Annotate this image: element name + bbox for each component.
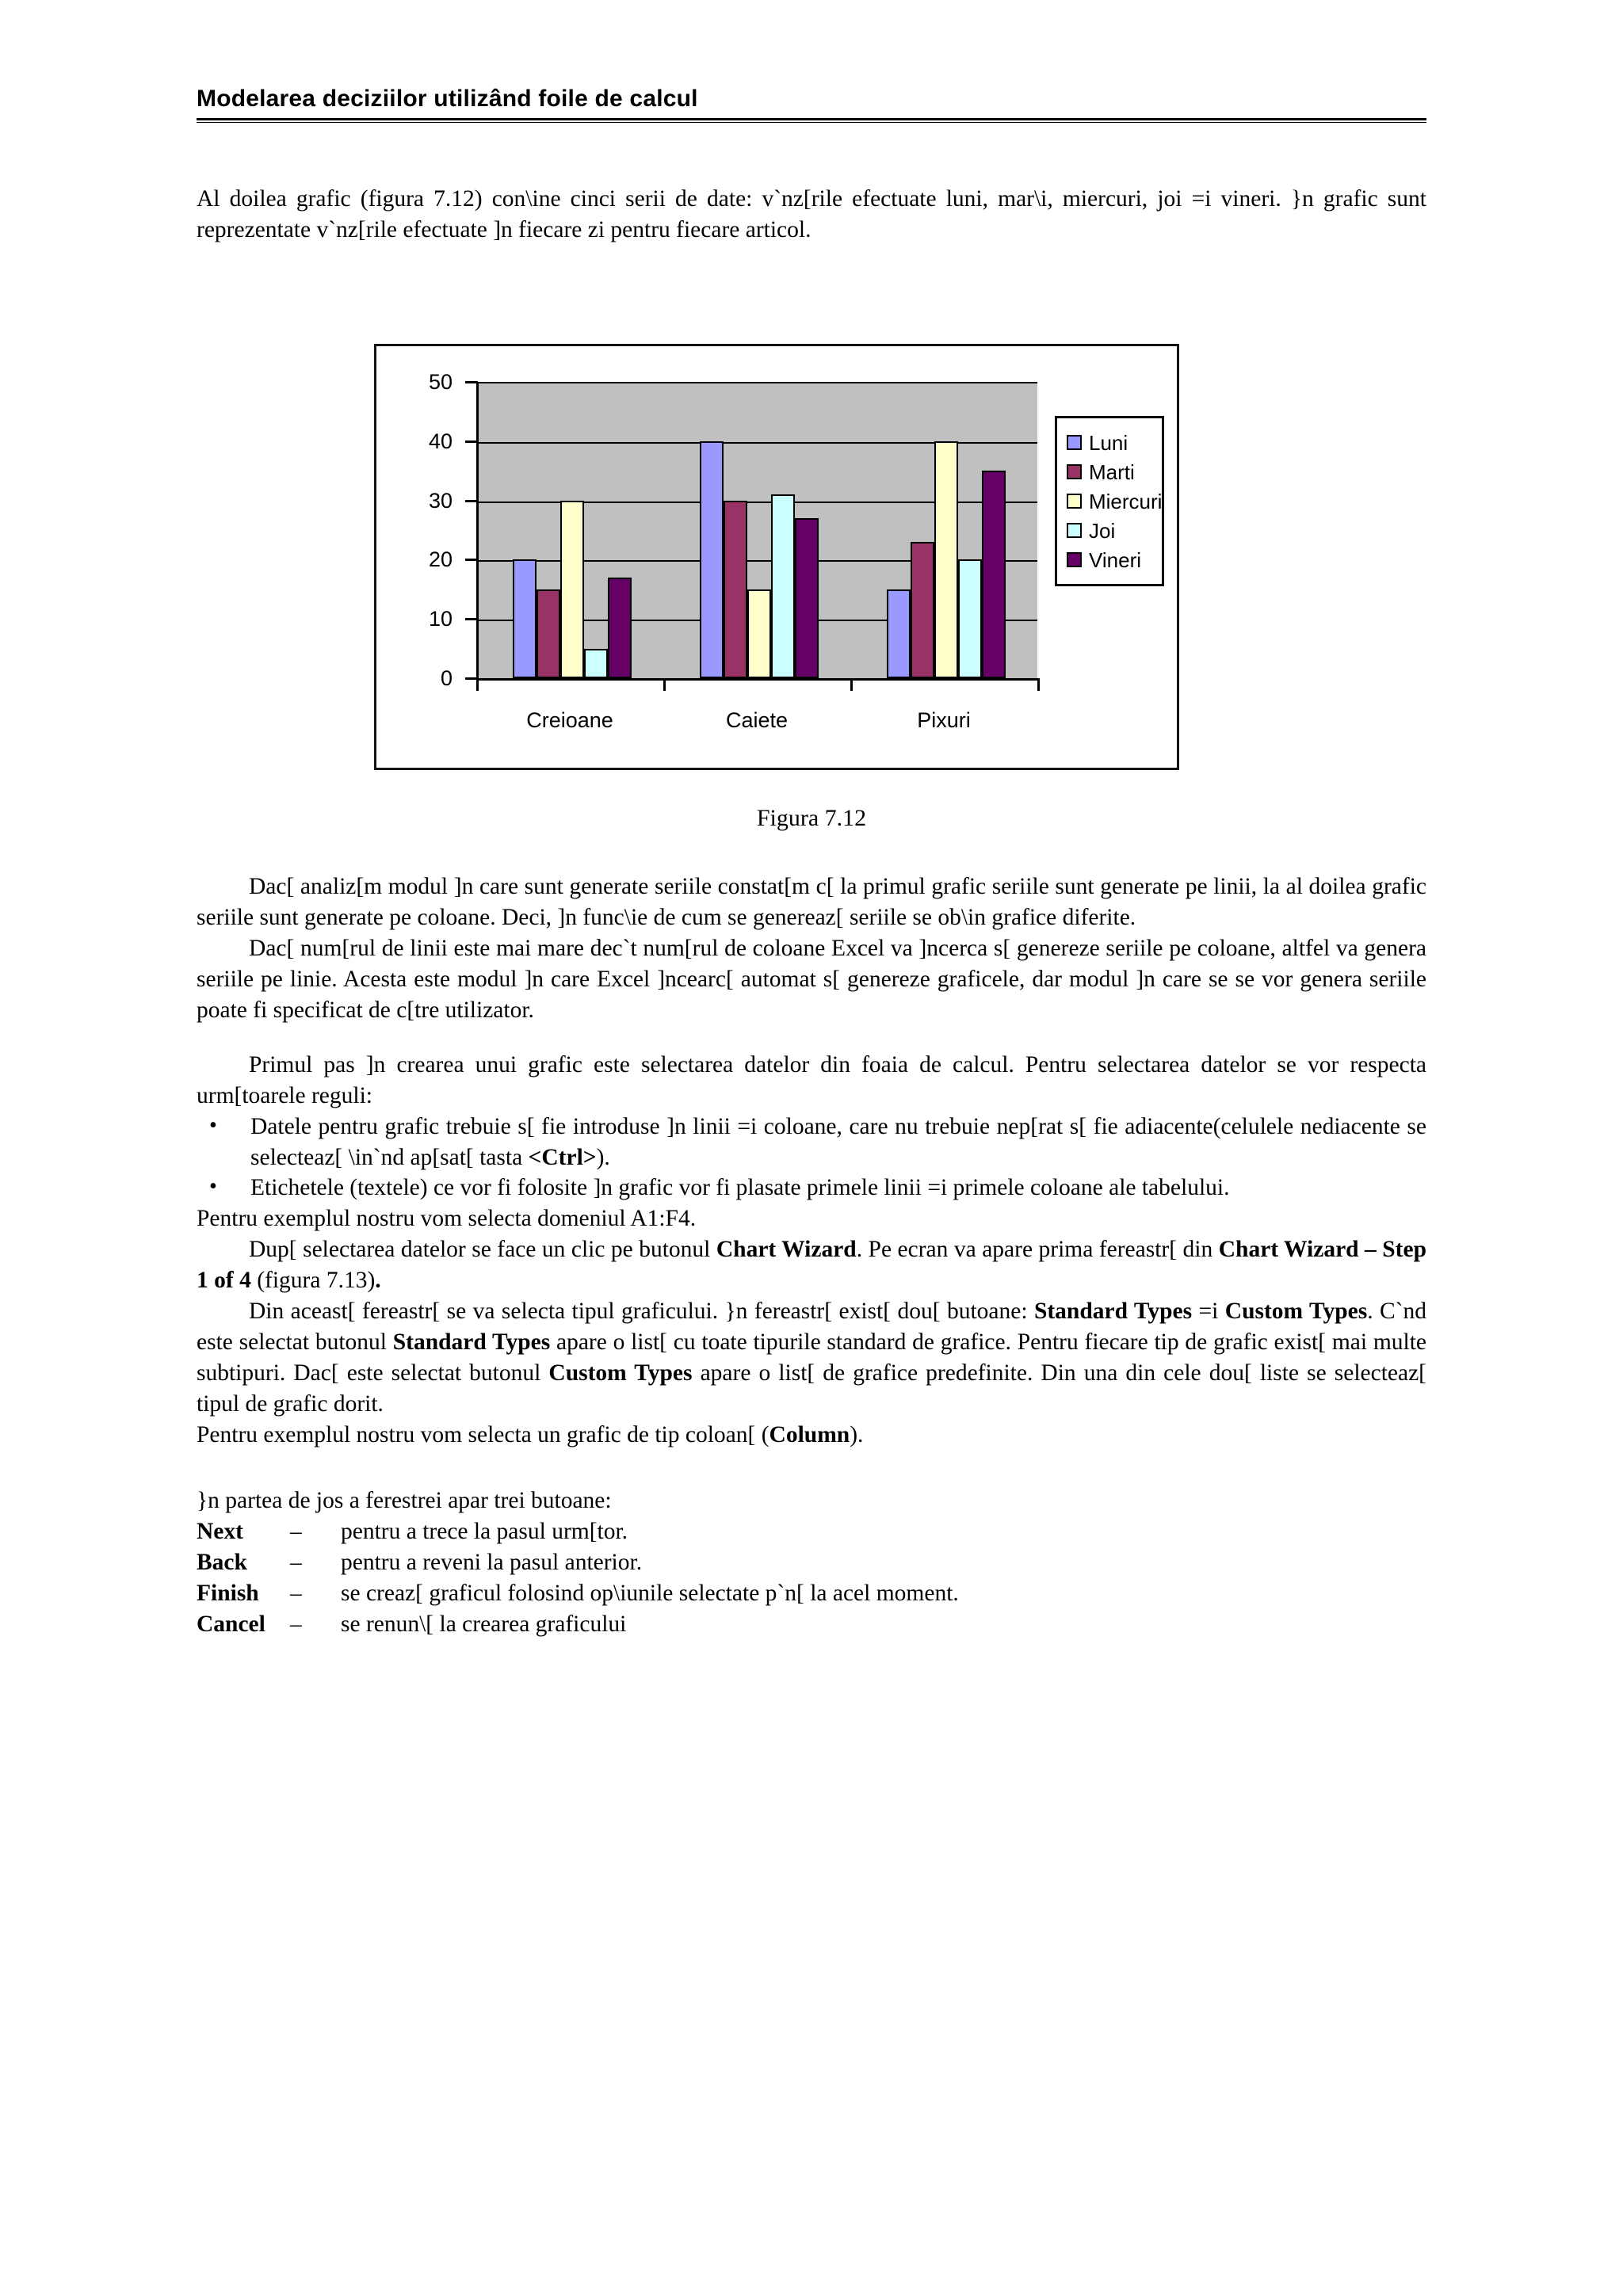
chart-bar bbox=[513, 559, 537, 678]
chart-legend-swatch bbox=[1067, 523, 1082, 538]
chart-object bbox=[374, 344, 1179, 770]
chart-legend-label: Vineri bbox=[1089, 547, 1142, 572]
chart-legend-item bbox=[1067, 428, 1154, 457]
header-title: Modelarea deciziilor utilizând foile de calcul bbox=[197, 86, 698, 112]
wizard-button-name: Back bbox=[197, 1549, 247, 1575]
header-divider bbox=[197, 118, 1426, 123]
chart-legend-swatch bbox=[1067, 494, 1082, 509]
wizard-button-row bbox=[197, 1578, 1426, 1609]
intro-section bbox=[197, 184, 1426, 246]
bullet-1-text-b: ). bbox=[596, 1144, 610, 1170]
column-text-a: Pentru exemplul nostru vom selecta un grafic de tip coloan[ ( bbox=[197, 1421, 769, 1447]
chart-y-tick bbox=[465, 441, 478, 443]
chart-legend-label: Miercuri bbox=[1089, 489, 1163, 513]
tip-text-d: . C`nd este selectat butonul bbox=[197, 1299, 1427, 1356]
body-section bbox=[197, 871, 1426, 1640]
chart-x-tick bbox=[476, 678, 479, 691]
chart-bar bbox=[982, 471, 1006, 678]
paragraph-primul-pas: Primul pas ]n crearea unui grafic este selectarea datelor din foaia de calcul. Pentru selectarea datelor se vor respecta urm[toarele reguli: bbox=[197, 1051, 1426, 1108]
standard-types-label-2: Standard Types bbox=[392, 1329, 551, 1356]
wizard-text-c: . Pe ecran va apare prima fereastr[ din bbox=[856, 1237, 1219, 1263]
paragraph-column bbox=[197, 1420, 1426, 1451]
chart-x-axis bbox=[476, 678, 1037, 681]
chart-bar bbox=[795, 518, 819, 678]
chart-bar bbox=[887, 589, 911, 678]
chart-legend-label: Luni bbox=[1089, 430, 1128, 455]
intro-paragraph: Al doilea grafic (figura 7.12) con\ine cinci serii de date: v`nz[rile efectuate luni, mar\i, miercuri, joi =i vineri. }n grafic sunt reprezentate v`nz[rile efectuate ]n fiecare zi pentru fiecare articol. bbox=[197, 186, 1426, 242]
chart-y-axis-label: 30 bbox=[428, 488, 453, 513]
column-text-c: ). bbox=[850, 1421, 864, 1447]
chart-bar bbox=[700, 441, 724, 678]
chart-x-tick bbox=[1037, 678, 1040, 691]
wizard-button-row bbox=[197, 1609, 1426, 1640]
chart-y-tick bbox=[465, 559, 478, 561]
wizard-button-name: Cancel bbox=[197, 1611, 265, 1637]
chart-legend-item bbox=[1067, 486, 1163, 516]
chart-bar bbox=[584, 649, 608, 678]
wizard-buttons-list bbox=[197, 1516, 1426, 1640]
list-item bbox=[197, 1112, 1426, 1173]
chart-legend-label: Joi bbox=[1089, 518, 1116, 543]
wizard-button-row bbox=[197, 1516, 1426, 1547]
bullet-2-text: Etichetele (textele) ce vor fi folosite ]n grafic vor fi plasate primele linii =i primele coloane ale tabelului. bbox=[250, 1175, 1230, 1201]
bullet-1-text-a: Datele pentru grafic trebuie s[ fie introduse ]n linii =i coloane, care nu trebuie nep[rat s[ fie adiacente(celulele nediacente se selecteaz[ \in`nd ap[sat[ tasta bbox=[250, 1113, 1426, 1170]
paragraph-chart-wizard bbox=[197, 1234, 1426, 1296]
column-label: Column bbox=[769, 1421, 850, 1447]
chart-bar bbox=[771, 494, 795, 678]
figure-caption: Figura 7.12 bbox=[756, 805, 867, 831]
chart-legend bbox=[1055, 416, 1164, 586]
chart-bar bbox=[724, 501, 747, 678]
chart-y-axis-label: 50 bbox=[428, 370, 453, 394]
page-header bbox=[197, 86, 1426, 123]
bullet-1-ctrl: <Ctrl> bbox=[528, 1144, 597, 1170]
chart-legend-item bbox=[1067, 545, 1154, 574]
wizard-button-description: se creaz[ graficul folosind op\iunile selectate p`n[ la acel moment. bbox=[341, 1580, 959, 1606]
wizard-button-row bbox=[197, 1547, 1426, 1578]
chart-bar bbox=[934, 441, 958, 678]
wizard-button-name: Finish bbox=[197, 1580, 259, 1606]
chart-legend-item bbox=[1067, 516, 1154, 545]
wizard-button-dash: – bbox=[290, 1580, 302, 1606]
chart-y-axis-label: 40 bbox=[428, 429, 453, 453]
tip-text-a: Din aceast[ fereastr[ se va selecta tipul graficului. }n fereastr[ exist[ dou[ butoane: bbox=[249, 1299, 1034, 1325]
chart-y-tick bbox=[465, 500, 478, 502]
chart-bar bbox=[608, 578, 632, 678]
list-item bbox=[197, 1173, 1426, 1203]
chart-legend-swatch bbox=[1067, 435, 1082, 450]
chart-bar bbox=[958, 559, 982, 678]
paragraph-serii-2: Dac[ num[rul de linii este mai mare dec`t num[rul de coloane Excel va ]ncerca s[ genereze seriile pe coloane, altfel va genera seriile pe linie. Acesta este modul ]n care Excel ]ncearc[ automat s[ genereze graficele, dar modul ]n care se se vor genera seriile poate fi specificat de c[tre utilizator. bbox=[197, 935, 1426, 1023]
custom-types-label-1: Custom Types bbox=[1224, 1299, 1368, 1325]
tip-text-e: apare o list[ cu toate tipurile standard de grafice. Pentru fiecare tip de grafic exist[ mai multe subtipuri. Dac[ este selectat butonul bbox=[197, 1329, 1426, 1386]
paragraph-serii-1: Dac[ analiz[m modul ]n care sunt generate seriile constat[m c[ la primul grafic seriile sunt generate pe linii, la al doilea grafic seriile sunt generate pe coloane. Deci, ]n func\ie de cum se genereaz[ seriile se ob\in grafice diferite. bbox=[197, 874, 1426, 930]
wizard-button-name: Next bbox=[197, 1518, 243, 1544]
rules-list bbox=[197, 1112, 1426, 1204]
paragraph-trei-butoane: }n partea de jos a ferestrei apar trei butoane: bbox=[197, 1487, 612, 1513]
wizard-button-dash: – bbox=[290, 1549, 302, 1575]
wizard-button-dash: – bbox=[290, 1518, 302, 1544]
tip-text-c: =i bbox=[1192, 1299, 1225, 1325]
chart-bar bbox=[747, 589, 771, 678]
chart-wizard-step-label: Chart Wizard – Step 1 of 4 bbox=[197, 1237, 1427, 1294]
chart-legend-item bbox=[1067, 457, 1154, 486]
chart-y-tick bbox=[465, 618, 478, 620]
standard-types-label-1: Standard Types bbox=[1033, 1299, 1193, 1325]
paragraph-tip-grafic bbox=[197, 1296, 1426, 1420]
chart-y-axis-label: 10 bbox=[428, 607, 453, 631]
chart-legend-swatch bbox=[1067, 464, 1082, 479]
chart-bar bbox=[560, 501, 584, 678]
chart-legend-label: Marti bbox=[1089, 460, 1135, 484]
chart-x-axis-label: Pixuri bbox=[917, 708, 971, 732]
wizard-button-dash: – bbox=[290, 1611, 302, 1637]
chart-bar bbox=[911, 542, 934, 678]
bullet-icon: • bbox=[209, 1112, 217, 1138]
chart-x-tick bbox=[663, 678, 666, 691]
wizard-button-description: pentru a reveni la pasul anterior. bbox=[341, 1549, 643, 1575]
chart-y-axis-label: 20 bbox=[428, 547, 453, 572]
chart-y-axis-label: 0 bbox=[440, 666, 453, 690]
chart-x-tick bbox=[850, 678, 853, 691]
chart-x-axis-label: Creioane bbox=[526, 708, 613, 732]
chart-bar bbox=[537, 589, 560, 678]
chart-wizard-label: Chart Wizard bbox=[716, 1237, 857, 1263]
wizard-button-description: pentru a trece la pasul urm[tor. bbox=[341, 1518, 628, 1544]
wizard-text-d: (figura 7.13) bbox=[250, 1268, 376, 1294]
chart-legend-swatch bbox=[1067, 552, 1082, 567]
paragraph-domeniu: Pentru exemplul nostru vom selecta domeniul A1:F4. bbox=[197, 1206, 697, 1232]
wizard-text-a: Dup[ selectarea datelor se face un clic pe butonul bbox=[249, 1237, 716, 1263]
wizard-text-e: . bbox=[375, 1268, 381, 1294]
chart-y-tick bbox=[465, 381, 478, 383]
chart-plot-area bbox=[476, 382, 1037, 678]
bullet-icon: • bbox=[209, 1174, 217, 1199]
custom-types-label-2: Custom Types bbox=[548, 1360, 693, 1386]
chart-x-axis-label: Caiete bbox=[725, 708, 789, 732]
tip-text-f: apare o list[ de grafice predefinite. Din una din cele dou[ liste se selecteaz[ tipul de grafic dorit. bbox=[197, 1360, 1427, 1417]
wizard-button-description: se renun\[ la crearea graficului bbox=[341, 1611, 627, 1637]
